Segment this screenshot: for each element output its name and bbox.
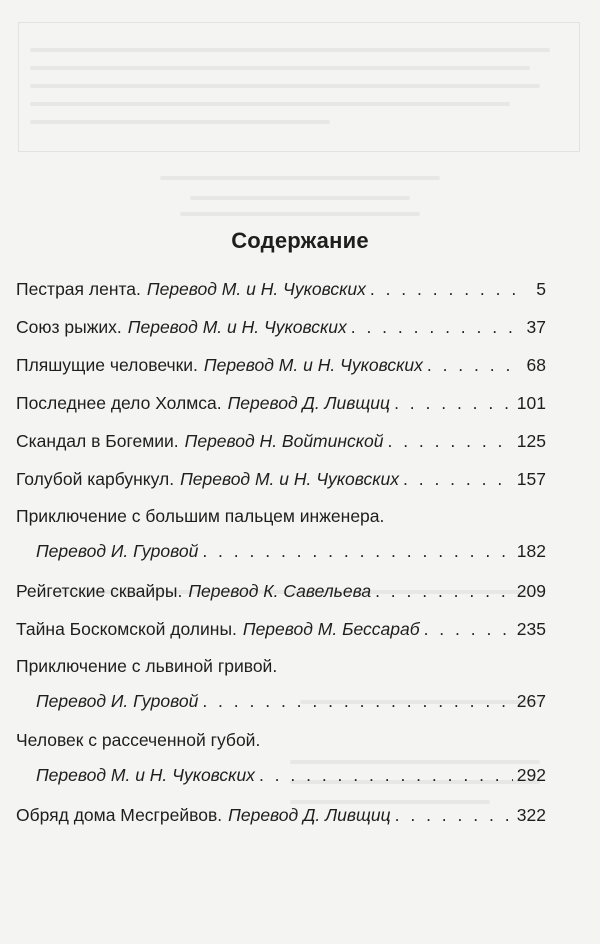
toc-entry[interactable] xyxy=(16,610,546,648)
entry-translator: Перевод К. Савельева xyxy=(188,581,372,601)
dot-leader xyxy=(395,796,513,834)
entry-title: Рейгетские сквайры. xyxy=(16,581,183,601)
dot-leader xyxy=(424,610,513,648)
entry-title: Человек с рассеченной губой. xyxy=(16,730,261,750)
entry-page: 322 xyxy=(516,805,546,825)
toc-entry[interactable] xyxy=(16,498,546,572)
entry-translator: Перевод И. Гуровой xyxy=(36,541,199,561)
entry-title: Пестрая лента. xyxy=(16,279,141,299)
entry-title: Последнее дело Холмса. xyxy=(16,393,222,413)
entry-page: 182 xyxy=(516,541,546,561)
toc-entry[interactable] xyxy=(16,460,546,498)
entry-page: 37 xyxy=(526,317,546,337)
entry-page: 235 xyxy=(516,619,546,639)
entry-title: Голубой карбункул. xyxy=(16,469,175,489)
toc-entry[interactable] xyxy=(16,648,546,722)
entry-page: 157 xyxy=(516,469,546,489)
toc-entry[interactable] xyxy=(16,572,546,610)
toc-entry[interactable] xyxy=(16,270,546,308)
entry-translator: Перевод И. Гуровой xyxy=(36,691,199,711)
entry-translator: Перевод Д. Ливщиц xyxy=(227,393,391,413)
entry-page: 209 xyxy=(516,581,546,601)
entry-page: 267 xyxy=(516,691,546,711)
entry-title: Приключение с большим пальцем инженера. xyxy=(16,506,385,526)
entry-translator: Перевод М. и Н. Чуковских xyxy=(127,317,347,337)
entry-page: 101 xyxy=(516,393,546,413)
dot-leader xyxy=(375,572,513,610)
toc-entry[interactable] xyxy=(16,796,546,834)
entry-translator: Перевод М. Бессараб xyxy=(242,619,420,639)
dot-leader xyxy=(351,308,516,346)
toc-entry[interactable] xyxy=(16,722,546,796)
entry-translator: Перевод Д. Ливщиц xyxy=(228,805,391,825)
entry-title: Пляшущие человечки. xyxy=(16,355,198,375)
entry-translator: Перевод М. и Н. Чуковских xyxy=(36,765,255,785)
toc-entry[interactable] xyxy=(16,384,546,422)
entry-translator: Перевод М. и Н. Чуковских xyxy=(203,355,423,375)
entry-title: Скандал в Богемии. xyxy=(16,431,179,451)
toc-entry[interactable] xyxy=(16,422,546,460)
entry-page: 68 xyxy=(526,355,546,375)
entry-translator: Перевод М. и Н. Чуковских xyxy=(180,469,399,489)
dot-leader xyxy=(202,534,512,568)
dot-leader xyxy=(427,346,516,384)
dot-leader xyxy=(370,270,516,308)
entry-title: Союз рыжих. xyxy=(16,317,122,337)
dot-leader xyxy=(259,758,513,792)
table-of-contents xyxy=(16,270,546,834)
dot-leader xyxy=(394,384,513,422)
entry-translator: Перевод Н. Войтинской xyxy=(184,431,384,451)
entry-title: Обряд дома Месгрейвов. xyxy=(16,805,223,825)
entry-page: 5 xyxy=(536,279,546,299)
dot-leader xyxy=(387,422,512,460)
entry-page: 125 xyxy=(516,431,546,451)
dot-leader xyxy=(202,684,512,718)
entry-title: Тайна Боскомской долины. xyxy=(16,619,237,639)
entry-translator: Перевод М. и Н. Чуковских xyxy=(146,279,366,299)
entry-page: 292 xyxy=(516,765,546,785)
page-title: Содержание xyxy=(231,228,369,253)
entry-title: Приключение с львиной гривой. xyxy=(16,656,278,676)
dot-leader xyxy=(403,460,513,498)
toc-entry[interactable] xyxy=(16,346,546,384)
toc-entry[interactable] xyxy=(16,308,546,346)
